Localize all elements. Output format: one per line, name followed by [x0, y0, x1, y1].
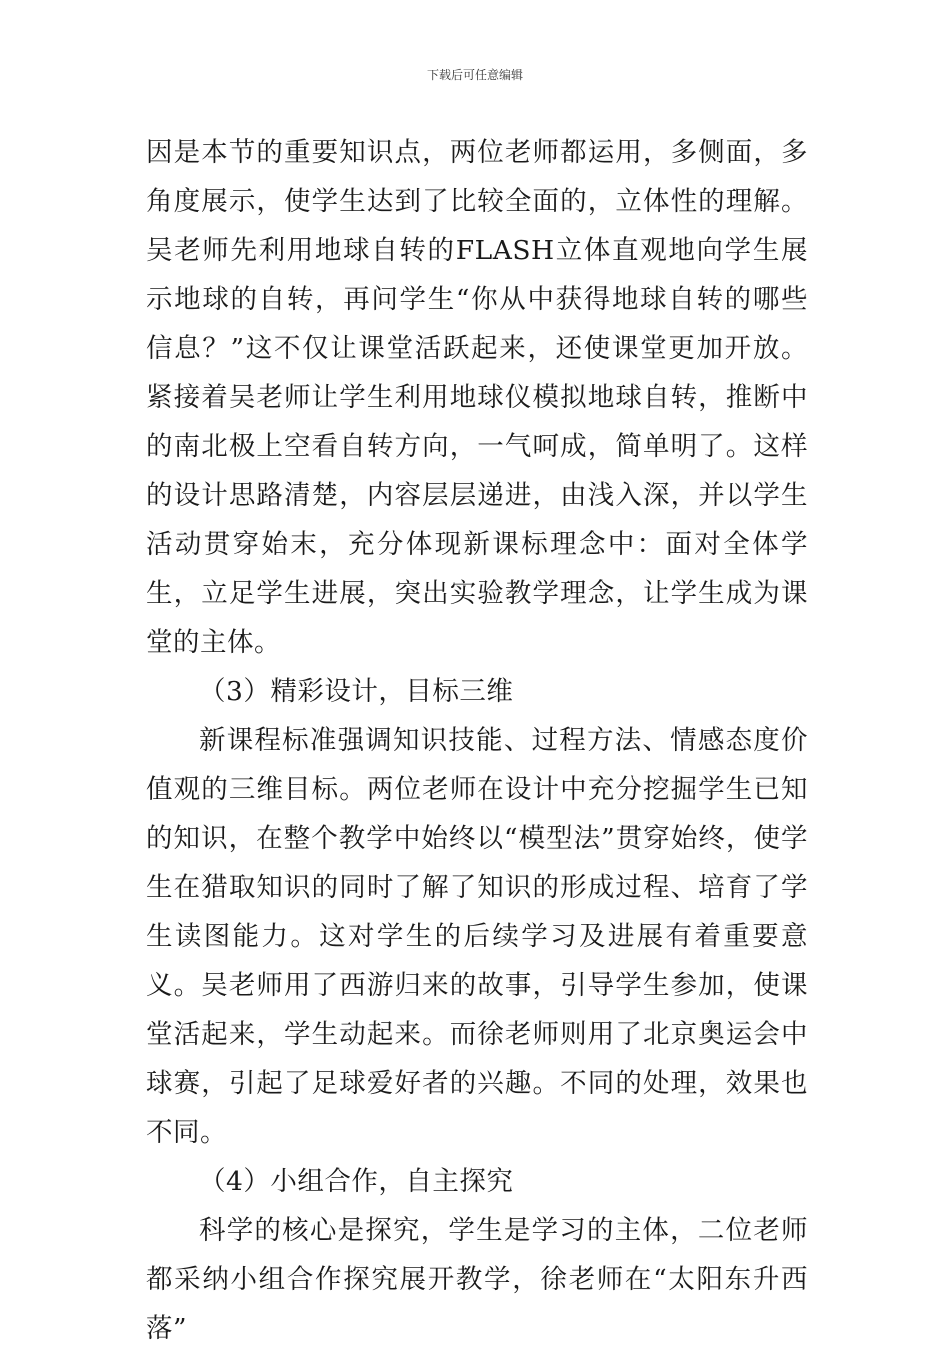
section-heading-4: （4）小组合作，自主探究	[199, 1166, 514, 1197]
paragraph-group-inquiry: 科学的核心是探究，学生是学习的主体，二位老师都采纳小组合作探究展开教学，徐老师在“太阳东升西落”	[146, 1215, 808, 1344]
paragraph-three-dimensional-goals: 新课程标准强调知识技能、过程方法、情感态度价值观的三维目标。两位老师在设计中充分挖掘学生已知的知识，在整个教学中始终以“模型法”贯穿始终，使学生在猎取知识的同时了解了知识的形成过程、培育了学生读图能力。这对学生的后续学习及进展有着重要意义。吴老师用了西游归来的故事，引导学生参加，使课堂活起来，学生动起来。而徐老师则用了北京奥运会中球赛，引起了足球爱好者的兴趣。不同的处理，效果也不同。	[146, 725, 808, 1148]
section-heading-3: （3）精彩设计，目标三维	[199, 676, 514, 707]
paragraph-rotation-demo: 因是本节的重要知识点，两位老师都运用，多侧面，多角度展示，使学生达到了比较全面的，立体性的理解。吴老师先利用地球自转的FLASH立体直观地向学生展示地球的自转，再问学生“你从中获得地球自转的哪些信息？”这不仅让课堂活跃起来，还使课堂更加开放。紧接着吴老师让学生利用地球仪模拟地球自转，推断中的南北极上空看自转方向，一气呵成，简单明了。这样的设计思路清楚，内容层层递进，由浅入深，并以学生活动贯穿始末，充分体现新课标理念中：面对全体学生，立足学生进展，突出实验教学理念，让学生成为课堂的主体。	[146, 137, 808, 658]
document-body	[146, 128, 808, 1353]
page-header-note: 下载后可任意编辑	[426, 68, 523, 82]
